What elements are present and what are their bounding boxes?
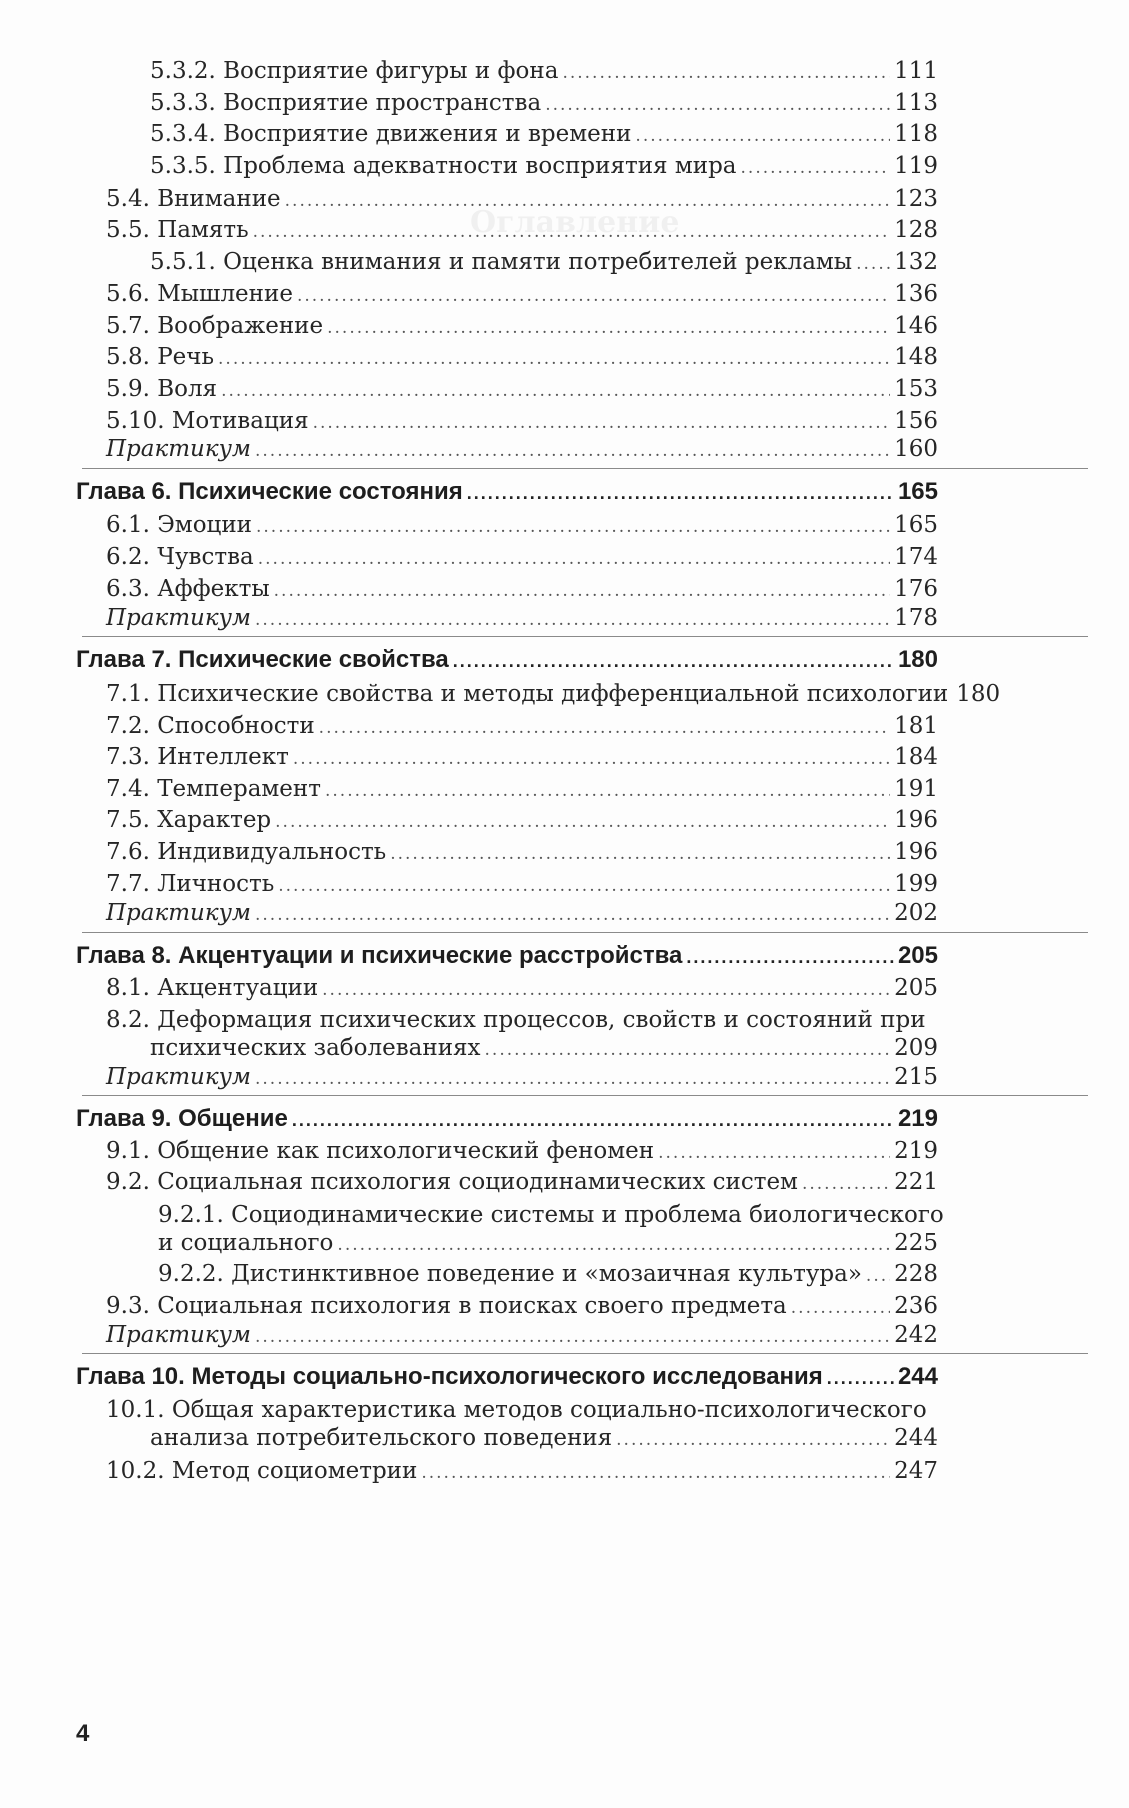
toc-entry[interactable]: 9.2.2. Дистинктивное поведение и «мозаичная культура» ..... 228 (158, 1259, 938, 1289)
show-through-text: Оглавление (470, 205, 680, 240)
toc-entry[interactable]: 6.2. Чувства ..... 174 (106, 542, 938, 572)
toc-entry[interactable]: 7.7. Личность ..... 199 (106, 869, 938, 899)
toc-entry[interactable]: 5.3.3. Восприятие пространства ..... 113 (150, 88, 938, 118)
toc-entry[interactable]: 5.3.2. Восприятие фигуры и фона ..... 111 (150, 56, 938, 86)
toc-chapter[interactable]: Глава 10. Методы социально-психологического исследования ..... 244 (76, 1362, 938, 1392)
toc-entry-continuation[interactable]: психических заболеваниях ..... 209 (150, 1033, 938, 1063)
toc-chapter[interactable]: Глава 6. Психические состояния ..... 165 (76, 477, 938, 507)
page-number: 4 (76, 1720, 90, 1747)
toc-entry[interactable]: 10.2. Метод социометрии ..... 247 (106, 1456, 938, 1486)
section-divider (82, 1353, 1088, 1354)
toc-chapter[interactable]: Глава 7. Психические свойства ..... 180 (76, 645, 938, 675)
toc-entry-practicum[interactable]: Практикум ..... 242 (106, 1320, 938, 1350)
toc-entry[interactable]: 6.3. Аффекты ..... 176 (106, 574, 938, 604)
section-divider (82, 468, 1088, 469)
toc-entry[interactable]: 5.5.1. Оценка внимания и памяти потребителей рекламы ..... 132 (150, 247, 938, 277)
toc-entry[interactable]: 5.3.4. Восприятие движения и времени ..... 118 (150, 119, 938, 149)
toc-entry[interactable]: 9.3. Социальная психология в поисках своего предмета ..... 236 (106, 1291, 938, 1321)
toc-entry-practicum[interactable]: Практикум ..... 202 (106, 898, 938, 928)
toc-entry-first-line[interactable]: 9.2.1. Социодинамические системы и проблема биологического (158, 1202, 944, 1228)
toc-entry[interactable]: 5.4. Внимание ..... 123 (106, 184, 938, 214)
toc-entry-first-line[interactable]: 10.1. Общая характеристика методов социально-психологического (106, 1397, 927, 1423)
toc-entry-practicum[interactable]: Практикум ..... 160 (106, 434, 938, 464)
section-divider (82, 636, 1088, 637)
toc-chapter[interactable]: Глава 8. Акцентуации и психические расстройства ..... 205 (76, 941, 938, 971)
section-divider (82, 1095, 1088, 1096)
toc-entry[interactable]: 5.5. Память ..... 128 (106, 215, 938, 245)
toc-entry[interactable]: 7.4. Темперамент ..... 191 (106, 774, 938, 804)
toc-entry[interactable]: 7.5. Характер ..... 196 (106, 805, 938, 835)
toc-entry[interactable]: 5.8. Речь ..... 148 (106, 342, 938, 372)
toc-entry[interactable]: 7.6. Индивидуальность ..... 196 (106, 837, 938, 867)
toc-entry[interactable]: 7.1. Психические свойства и методы дифференциальной психологии 180 (106, 681, 1001, 707)
toc-entry-practicum[interactable]: Практикум ..... 215 (106, 1062, 938, 1092)
toc-entry[interactable]: 5.7. Воображение ..... 146 (106, 311, 938, 341)
toc-chapter[interactable]: Глава 9. Общение ..... 219 (76, 1104, 938, 1134)
toc-entry[interactable]: 5.6. Мышление ..... 136 (106, 279, 938, 309)
toc-entry[interactable]: 7.2. Способности ..... 181 (106, 711, 938, 741)
toc-entry[interactable]: 5.3.5. Проблема адекватности восприятия мира ..... 119 (150, 151, 938, 181)
toc-entry-first-line[interactable]: 8.2. Деформация психических процессов, свойств и состояний при (106, 1007, 926, 1033)
toc-entry-continuation[interactable]: и социального ..... 225 (158, 1228, 938, 1258)
toc-entry[interactable]: 8.1. Акцентуации ..... 205 (106, 973, 938, 1003)
toc-entry-practicum[interactable]: Практикум ..... 178 (106, 603, 938, 633)
toc-entry[interactable]: 7.3. Интеллект ..... 184 (106, 742, 938, 772)
toc-entry[interactable]: 5.9. Воля ..... 153 (106, 374, 938, 404)
toc-entry-continuation[interactable]: анализа потребительского поведения ..... 244 (150, 1423, 938, 1453)
toc-entry[interactable]: 5.10. Мотивация ..... 156 (106, 406, 938, 436)
toc-entry[interactable]: 9.1. Общение как психологический феномен ..... 219 (106, 1136, 938, 1166)
toc-entry[interactable]: 9.2. Социальная психология социодинамических систем ..... 221 (106, 1167, 938, 1197)
toc-entry[interactable]: 6.1. Эмоции ..... 165 (106, 510, 938, 540)
section-divider (82, 932, 1088, 933)
